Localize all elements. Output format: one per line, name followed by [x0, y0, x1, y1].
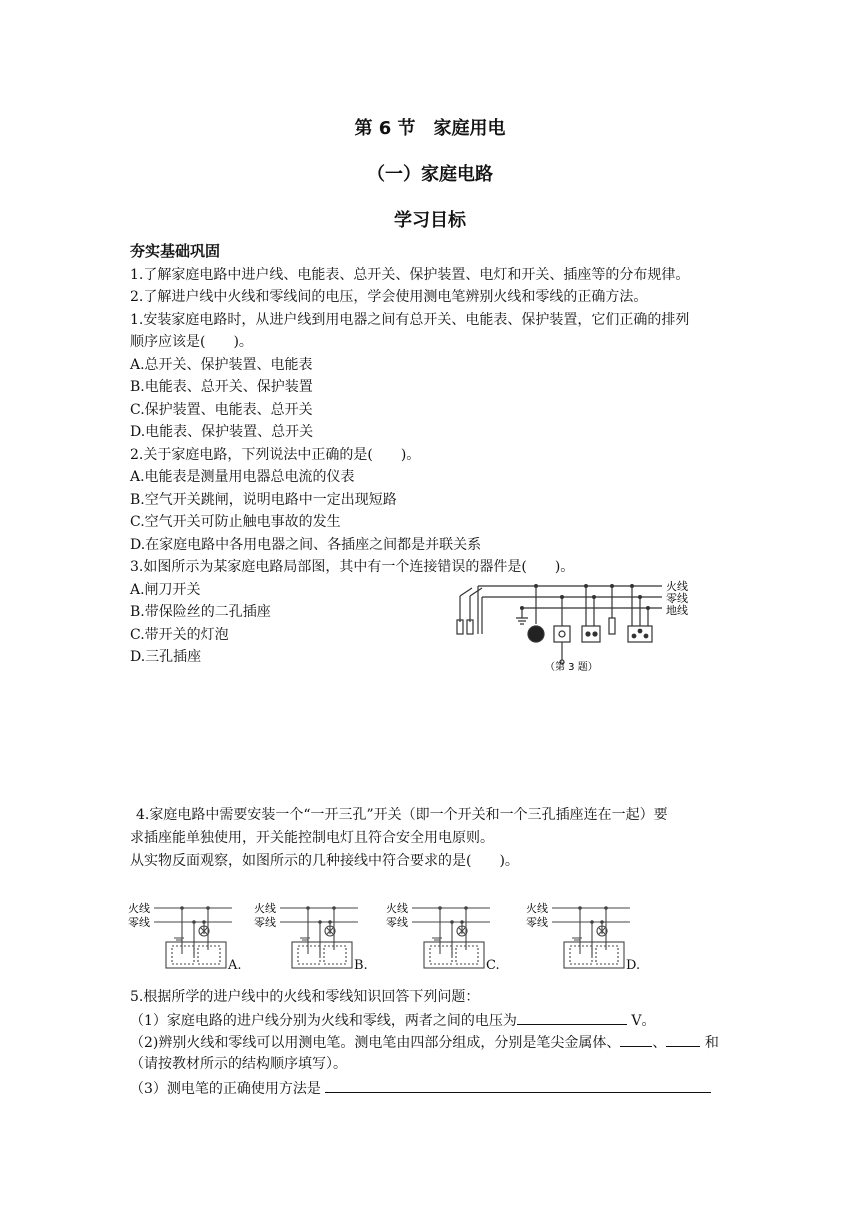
q4-wiring-diagram [128, 894, 238, 974]
wire-label-live: 火线 [526, 902, 548, 915]
goals-heading: 学习目标 [394, 210, 466, 231]
q3-stem: 3.如图所示为某家庭电路局部图，其中有一个连接错误的器件是( )。 [130, 559, 575, 575]
q2-option-c: C.空气开关可防止触电事故的发生 [130, 514, 341, 530]
q2-option-b: B.空气开关跳闸，说明电路中一定出现短路 [130, 492, 397, 508]
q4-stem-cont2: 从实物反面观察，如图所示的几种接线中符合要求的是( )。 [130, 853, 519, 869]
figure-caption: （第 3 题） [545, 662, 598, 673]
q3-option-a: A.闸刀开关 [130, 582, 201, 598]
q5-part2: （2)辨别火线和零线可以用测电笔。测电笔由四部分组成，分别是笔尖金属体、 、 和 [130, 1032, 719, 1052]
q5-part2-blank-1[interactable] [620, 1032, 652, 1047]
q5-part3-blank[interactable] [325, 1078, 711, 1093]
q1-option-a: A.总开关、保护装置、电能表 [130, 357, 313, 373]
q5-part1-blank[interactable] [517, 1010, 627, 1025]
knife-switch-icon [460, 588, 482, 622]
ground-symbol-icon [516, 618, 528, 624]
q4-stem-cont: 求插座能单独使用，开关能控制电灯且符合安全用电原则。 [130, 830, 494, 846]
bulb-icon [528, 626, 544, 642]
wire-label-live: 火线 [254, 902, 276, 915]
q4-wiring-diagram [386, 894, 496, 974]
page-title: 第 6 节 家庭用电 [354, 118, 506, 139]
q1-stem-cont: 顺序应该是( )。 [130, 334, 253, 350]
goal-item: 2.了解进户线中火线和零线间的电压，学会使用测电笔辨别火线和零线的正确方法。 [130, 289, 648, 305]
q2-stem: 2.关于家庭电路，下列说法中正确的是( )。 [130, 447, 421, 463]
q5-part2-cont: （请按教材所示的结构顺序填写）。 [130, 1056, 347, 1072]
q4-stem: 4.家庭电路中需要安装一个“一开三孔”开关（即一个开关和一个三孔插座连在一起）要 [136, 807, 668, 823]
q5-part2-blank-2[interactable] [666, 1032, 700, 1047]
goal-item: 1.了解家庭电路中进户线、电能表、总开关、保护装置、电灯和开关、插座等的分布规律。 [130, 267, 690, 283]
section-heading: 夯实基础巩固 [130, 242, 221, 260]
q1-stem: 1.安装家庭电路时，从进户线到用电器之间有总开关、电能表、保护装置，它们正确的排列 [130, 312, 690, 328]
q4-option-label[interactable]: B. [354, 958, 368, 973]
q1-option-c: C.保护装置、电能表、总开关 [130, 402, 313, 418]
q1-option-d: D.电能表、保护装置、总开关 [130, 424, 314, 440]
q1-option-b: B.电能表、总开关、保护装置 [130, 379, 313, 395]
switch-box-icon [554, 626, 570, 642]
page-subtitle: （一）家庭电路 [367, 164, 493, 185]
q4-option-label[interactable]: C. [486, 958, 500, 973]
q4-option-label[interactable]: D. [626, 958, 641, 973]
fuse-icon [609, 618, 615, 634]
wire-label-live: 火线 [386, 902, 408, 915]
q2-option-a: A.电能表是测量用电器总电流的仪表 [130, 469, 355, 485]
wire-label-neutral: 零线 [386, 916, 408, 929]
q3-option-d: D.三孔插座 [130, 649, 202, 665]
q3-circuit-figure [450, 574, 710, 678]
q5-part3: （3）测电笔的正确使用方法是 [130, 1078, 711, 1098]
q3-option-b: B.带保险丝的二孔插座 [130, 604, 271, 620]
figure-label-live: 火线 [666, 580, 688, 593]
wire-label-neutral: 零线 [128, 916, 150, 929]
figure-label-ground: 地线 [666, 604, 688, 617]
q4-wiring-diagram [254, 894, 364, 974]
wire-label-neutral: 零线 [254, 916, 276, 929]
q4-wiring-diagram [526, 894, 636, 974]
wire-label-live: 火线 [128, 902, 150, 915]
q3-option-c: C.带开关的灯泡 [130, 627, 229, 643]
q2-option-d: D.在家庭电路中各用电器之间、各插座之间都是并联关系 [130, 537, 482, 553]
wire-label-neutral: 零线 [526, 916, 548, 929]
q4-option-label[interactable]: A. [228, 958, 242, 973]
three-pin-socket-icon [628, 626, 652, 642]
q5-part1: （1）家庭电路的进户线分别为火线和零线，两者之间的电压为 V。 [130, 1010, 655, 1030]
q5-stem: 5.根据所学的进户线中的火线和零线知识回答下列问题： [130, 989, 480, 1005]
figure-label-neutral: 零线 [666, 592, 688, 605]
